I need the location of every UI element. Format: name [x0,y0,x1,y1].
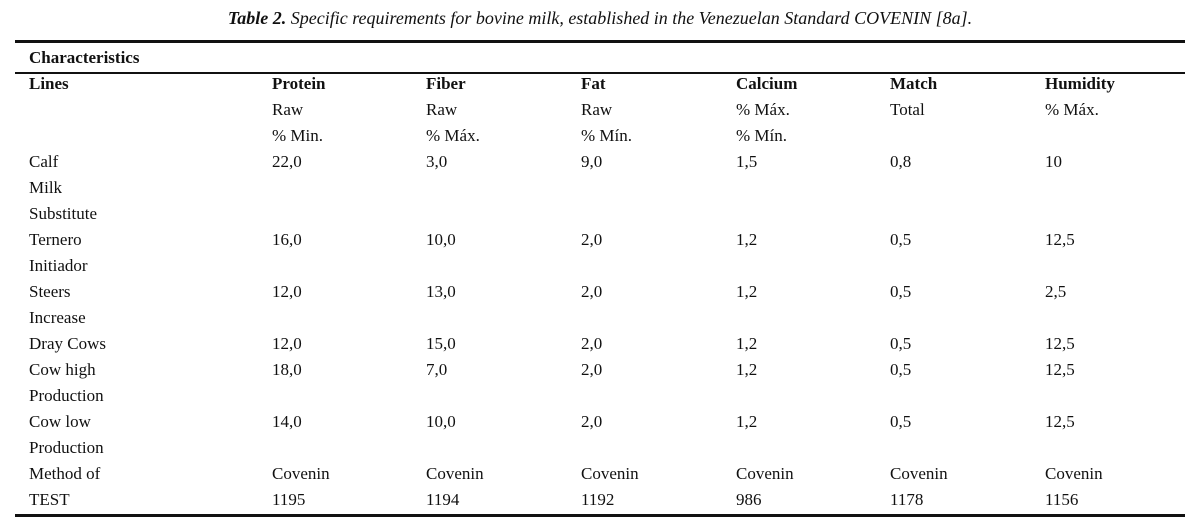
row-label: Cow low [29,412,91,431]
table-cell: Covenin [890,464,948,483]
row-label: Steers [29,282,71,301]
unit-cell: Raw [581,100,613,119]
unit-cell: % Máx. [736,100,790,119]
table-cell: 2,0 [581,230,603,249]
table-cell: 986 [736,490,762,509]
table-cell: 0,5 [890,412,912,431]
table-cell: 9,0 [581,152,603,171]
table-cell: 10,0 [426,412,456,431]
table-cell: 1195 [272,490,306,509]
unit-cell: Total [890,100,925,119]
table-cell: Covenin [1045,464,1103,483]
column-header: Fiber [426,74,466,93]
caption-label: Table 2. [227,8,287,28]
unit-cell: Raw [272,100,304,119]
table-cell: 2,0 [581,412,603,431]
table-cell: 22,0 [272,152,302,171]
column-header: Lines [29,74,69,93]
column-header: Calcium [736,74,798,93]
unit-cell: % Mín. [736,126,787,145]
row-label: Milk [29,178,63,197]
table-cell: 10,0 [426,230,456,249]
table-cell: Covenin [272,464,330,483]
row-label: Method of [29,464,101,483]
row-label: Production [29,438,104,457]
table-cell: 12,5 [1045,360,1075,379]
row-label: Calf [29,152,59,171]
table-cell: 3,0 [426,152,448,171]
table-cell: 1156 [1045,490,1079,509]
table-cell: 0,5 [890,334,912,353]
column-header: Fat [581,74,606,93]
table-cell: 1,5 [736,152,758,171]
table-cell: 1,2 [736,334,758,353]
table-cell: 0,5 [890,230,912,249]
row-label: Initiador [29,256,88,275]
row-label: Ternero [29,230,82,249]
table-cell: Covenin [426,464,484,483]
table-cell: 0,5 [890,360,912,379]
table-top-rule [15,40,1185,43]
table-cell: 1,2 [736,230,758,249]
unit-cell: % Min. [272,126,323,145]
row-label: Cow high [29,360,96,379]
row-label: Dray Cows [29,334,106,353]
table-cell: 16,0 [272,230,302,249]
table-cell: 1194 [426,490,460,509]
table-cell: 2,0 [581,282,603,301]
column-header: Match [890,74,938,93]
table-cell: 12,0 [272,334,302,353]
table-cell: 15,0 [426,334,456,353]
table-cell: 12,5 [1045,412,1075,431]
unit-cell: % Máx. [1045,100,1099,119]
unit-cell: Raw [426,100,458,119]
table-cell: 0,5 [890,282,912,301]
table-cell: 1178 [890,490,924,509]
table-cell: Covenin [736,464,794,483]
column-header: Humidity [1045,74,1115,93]
table-cell: 2,0 [581,360,603,379]
table-cell: 1,2 [736,412,758,431]
table-cell: 18,0 [272,360,302,379]
unit-cell: % Mín. [581,126,632,145]
row-label: TEST [29,490,70,509]
table-cell: 12,0 [272,282,302,301]
row-label: Increase [29,308,86,327]
table-cell: 1,2 [736,282,758,301]
table-caption [0,5,1200,31]
table-cell: 14,0 [272,412,302,431]
caption-text: Specific requirements for bovine milk, established in the Venezuelan Standard COVENIN [8a]. [290,8,973,28]
table-cell: Covenin [581,464,639,483]
table-cell: 10 [1045,152,1062,171]
table-cell: 2,5 [1045,282,1067,301]
row-label: Substitute [29,204,98,223]
table-cell: 0,8 [890,152,912,171]
group-header: Characteristics [29,48,140,67]
row-label: Production [29,386,104,405]
table-cell: 12,5 [1045,230,1075,249]
table-cell: 2,0 [581,334,603,353]
unit-cell: % Máx. [426,126,480,145]
table-cell: 12,5 [1045,334,1075,353]
table-cell: 7,0 [426,360,448,379]
table-bottom-rule [15,514,1185,517]
table-cell: 13,0 [426,282,456,301]
table-cell: 1,2 [736,360,758,379]
column-header: Protein [272,74,326,93]
table-cell: 1192 [581,490,615,509]
